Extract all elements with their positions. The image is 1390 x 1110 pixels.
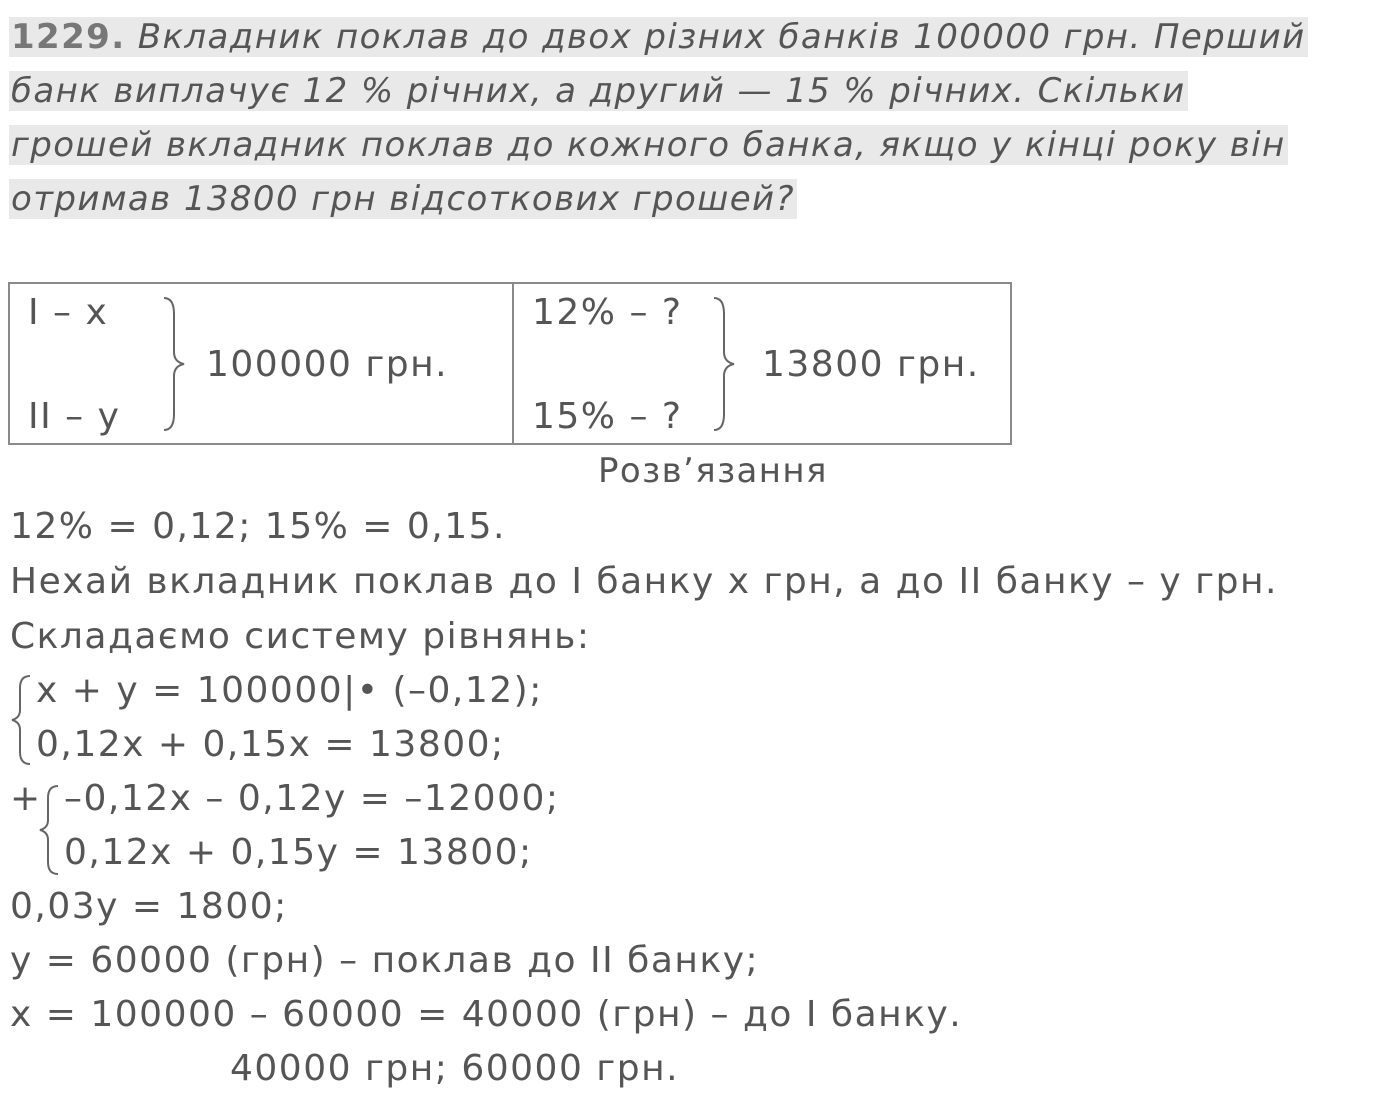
given-right-row-1: 12% – ? <box>532 292 683 333</box>
problem-line-1: Вкладник поклав до двох різних банків 100000 грн. Перший <box>137 17 1306 57</box>
solution-line-let: Нехай вкладник поклав до I банку x грн, а до II банку – y грн. <box>10 561 1278 602</box>
system-2-equation-2: 0,12x + 0,15y = 13800; <box>64 832 533 873</box>
solution-line-percent: 12% = 0,12; 15% = 0,15. <box>10 506 506 547</box>
problem-line-3: грошей вкладник поклав до кожного банка, якщо у кінці року він <box>11 125 1286 165</box>
system-2-equation-1: –0,12x – 0,12y = –12000; <box>64 778 560 819</box>
problem-number: 1229. <box>11 17 126 57</box>
given-right-total: 13800 грн. <box>762 344 980 385</box>
answer: 40000 грн; 60000 грн. <box>230 1048 680 1089</box>
given-table <box>8 282 1012 445</box>
plus-sign: + <box>10 778 42 819</box>
right-brace-icon <box>710 294 740 434</box>
given-left-total: 100000 грн. <box>206 344 449 385</box>
problem-line-2: банк виплачує 12 % річних, а другий — 15 % річних. Скільки <box>11 71 1186 111</box>
problem-line-4: отримав 13800 грн відсоткових грошей? <box>11 179 795 219</box>
system-1-equation-1: x + y = 100000|• (–0,12); <box>36 670 543 711</box>
solution-line-x-value: x = 100000 – 60000 = 40000 (грн) – до I банку. <box>10 994 963 1035</box>
solution-line-system-intro: Складаємо систему рівнянь: <box>10 616 591 657</box>
problem-statement <box>9 10 1379 226</box>
table-divider <box>512 284 514 443</box>
system-1-equation-2: 0,12x + 0,15x = 13800; <box>36 724 505 765</box>
given-left-row-1: I – x <box>28 292 109 333</box>
left-brace-icon <box>8 672 34 768</box>
given-left-row-2: II – y <box>28 396 121 437</box>
given-right-row-2: 15% – ? <box>532 396 683 437</box>
left-brace-icon <box>36 782 62 878</box>
solution-heading: Розв’язання <box>598 451 828 491</box>
solution-line-y-coef: 0,03y = 1800; <box>10 886 288 927</box>
right-brace-icon <box>160 294 190 434</box>
solution-line-y-value: y = 60000 (грн) – поклав до II банку; <box>10 940 760 981</box>
